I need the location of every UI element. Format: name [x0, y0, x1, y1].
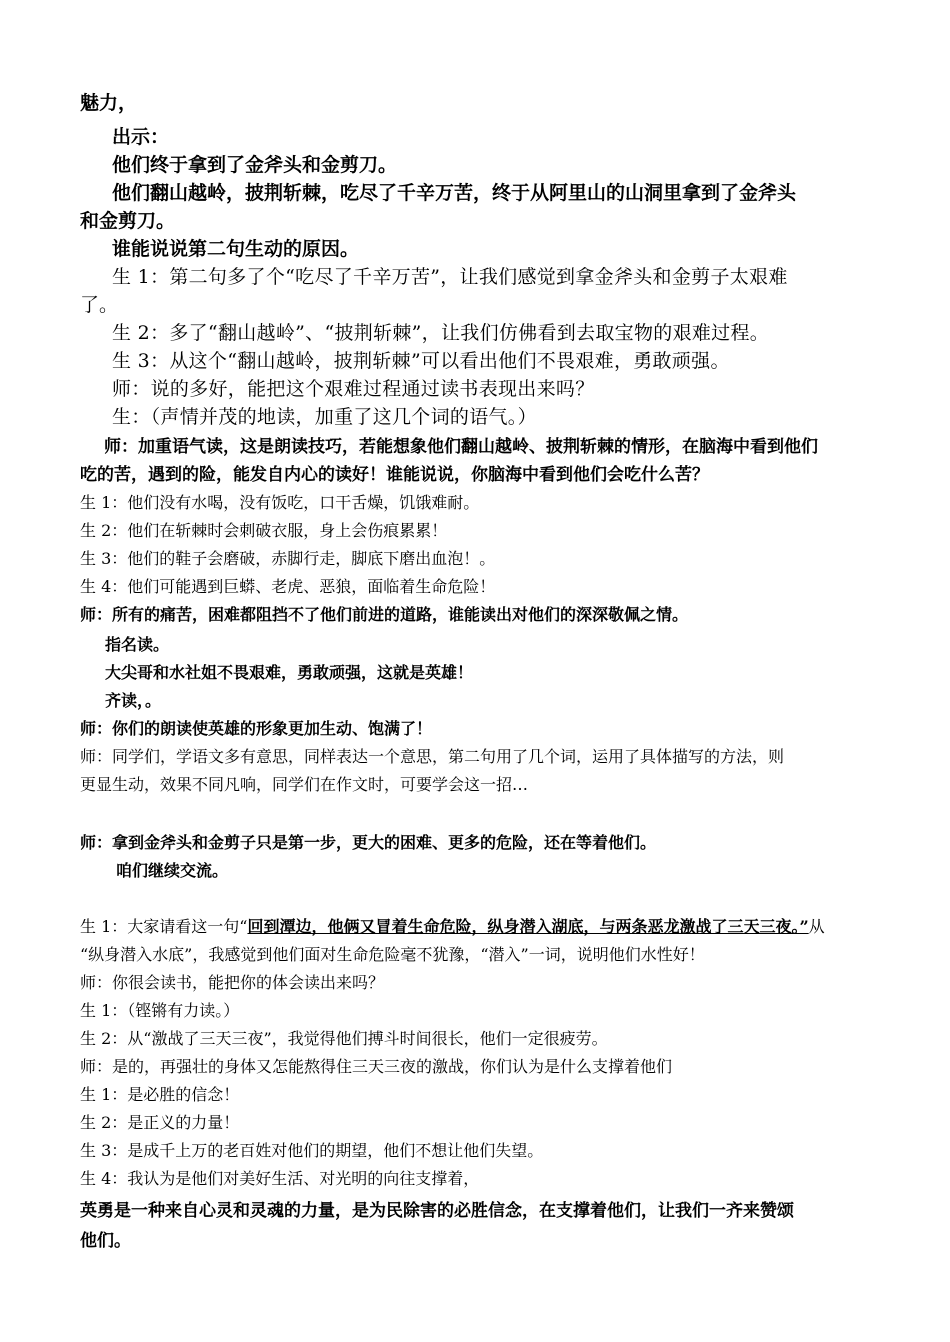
text-line: 魅力， — [80, 92, 138, 114]
text-line: 他们终于拿到了金斧头和金剪刀。 — [112, 154, 398, 176]
text-line: 师：所有的痛苦，困难都阻挡不了他们前进的道路，谁能读出对他们的深深敬佩之情。 — [80, 605, 689, 624]
text-line: 师：你很会读书，能把你的体会读出来吗？ — [80, 973, 385, 992]
text-line: 生 1：（铿锵有力读。） — [80, 1001, 240, 1020]
text-span: 生 1：大家请看这一句“ — [80, 917, 248, 936]
text-line: 师：同学们，学语文多有意思，同样表达一个意思，第二句用了几个词，运用了具体描写的方法，则 — [80, 747, 785, 766]
text-line: 生 4：他们可能遇到巨蟒、老虎、恶狼，面临着生命危险！ — [80, 577, 496, 596]
text-line: 齐读，。 — [105, 691, 162, 710]
text-line: 咱们继续交流。 — [116, 861, 229, 880]
text-line: 更显生动，效果不同凡响，同学们在作文时，可要学会这一招… — [80, 775, 529, 794]
text-line: 了。 — [80, 294, 119, 316]
text-line: 出示： — [112, 126, 170, 148]
text-line: 和金剪刀。 — [80, 210, 176, 232]
text-line: 师：是的，再强壮的身体又怎能熬得住三天三夜的激战，你们认为是什么支撑着他们 — [80, 1057, 673, 1076]
text-line: 生 2：他们在斩棘时会刺破衣服，身上会伤痕累累！ — [80, 521, 448, 540]
text-line: 英勇是一种来自心灵和灵魂的力量，是为民除害的必胜信念，在支撑着他们，让我们一齐来赞颂 — [80, 1201, 794, 1221]
text-line: 生 2：是正义的力量！ — [80, 1113, 240, 1132]
text-line: 生 2：多了“翻山越岭”、“披荆斩棘”，让我们仿佛看到去取宝物的艰难过程。 — [112, 322, 770, 344]
text-line: “纵身潜入水底”，我感觉到他们面对生命危险毫不犹豫，“潜入”一词，说明他们水性好！ — [80, 945, 705, 964]
text-line: 他们翻山越岭，披荆斩棘，吃尽了千辛万苦，终于从阿里山的山洞里拿到了金斧头 — [112, 182, 797, 204]
text-line: 师：说的多好，能把这个艰难过程通过读书表现出来吗？ — [112, 378, 595, 400]
text-line: 师：加重语气读，这是朗读技巧，若能想象他们翻山越岭、披荆斩棘的情形，在脑海中看到他们 — [104, 437, 818, 457]
text-line: 生 4：我认为是他们对美好生活、对光明的向往支撑着， — [80, 1169, 480, 1188]
text-line: 生 1：是必胜的信念！ — [80, 1085, 240, 1104]
text-line: 生 3：从这个“翻山越岭，披荆斩棘”可以看出他们不畏艰难，勇敢顽强。 — [112, 350, 730, 372]
text-line: 生 1：第二句多了个“吃尽了千辛万苦”，让我们感觉到拿金斧头和金剪子太艰难 — [112, 266, 788, 288]
text-line: 他们。 — [80, 1231, 131, 1251]
text-line: 师：拿到金斧头和金剪子只是第一步，更大的困难、更多的危险，还在等着他们。 — [80, 833, 657, 852]
text-line: 谁能说说第二句生动的原因。 — [112, 238, 360, 260]
text-line: 生 3：是成千上万的老百姓对他们的期望，他们不想让他们失望。 — [80, 1141, 544, 1160]
text-line: 生：（声情并茂的地读，加重了这几个词的语气。） — [112, 406, 537, 428]
text-line: 生 2：从“激战了三天三夜”，我觉得他们搏斗时间很长，他们一定很疲劳。 — [80, 1029, 608, 1048]
text-line: 师：你们的朗读使英雄的形象更加生动、饱满了！ — [80, 719, 433, 738]
text-line: 吃的苦，遇到的险，能发自内心的读好！谁能说说，你脑海中看到他们会吃什么苦？ — [80, 465, 709, 485]
quoted-sentence: 回到潭边，他俩又冒着生命危险，纵身潜入湖底，与两条恶龙激战了三天三夜。” — [247, 917, 809, 936]
text-line: 生 1：他们没有水喝，没有饭吃，口干舌燥，饥饿难耐。 — [80, 493, 480, 512]
text-span: 从 — [808, 917, 825, 936]
text-line — [80, 914, 825, 937]
text-line: 大尖哥和水社姐不畏艰难，勇敢顽强，这就是英雄！ — [105, 663, 474, 682]
text-line: 生 3：他们的鞋子会磨破，赤脚行走，脚底下磨出血泡！。 — [80, 549, 496, 568]
text-line: 指名读。 — [105, 635, 170, 654]
